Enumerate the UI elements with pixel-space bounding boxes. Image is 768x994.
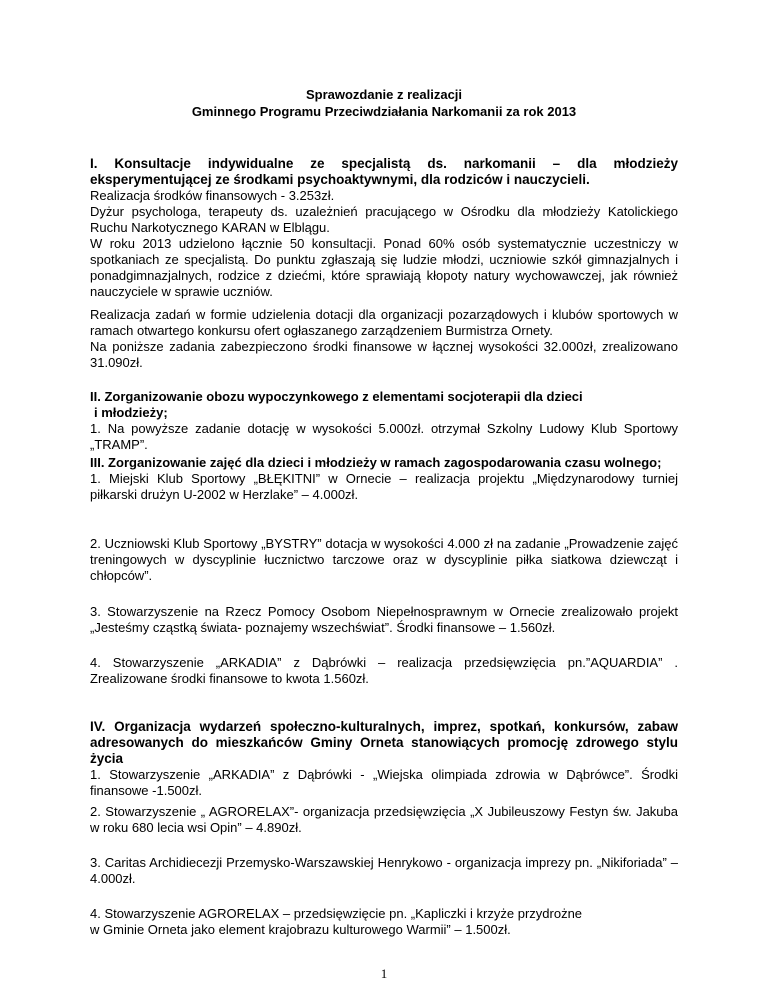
section-4-item-3-block [90,855,678,887]
title-line-2: Gminnego Programu Przeciwdziałania Narkomanii za rok 2013 [191,104,577,119]
section-4-item-2: 2. Stowarzyszenie „ AGRORELAX”- organizacja przedsięwzięcia „X Jubileuszowy Festyn św. Jakuba w roku 680 lecia wsi Opin” – 4.890zł. [90,804,678,835]
grants-paragraph-2: Na poniższe zadania zabezpieczono środki finansowe w łącznej wysokości 32.000zł, zrealizowano 31.090zł. [90,339,678,370]
title-line-1: Sprawozdanie z realizacji [305,87,463,102]
section-3-item-3-block [90,604,678,636]
section-4-heading: IV. Organizacja wydarzeń społeczno-kulturalnych, imprez, spotkań, konkursów, zabaw adresowanych do mieszkańców Gminy Orneta stanowiących promocję zdrowego stylu życia [90,719,678,766]
section-3-item-4: 4. Stowarzyszenie „ARKADIA” z Dąbrówki – realizacja przedsięwzięcia pn.”AQUARDIA” . Zrealizowane środki finansowe to kwota 1.560zł. [90,655,678,686]
section-4 [90,719,678,799]
section-4-item-1: 1. Stowarzyszenie „ARKADIA” z Dąbrówki - „Wiejska olimpiada zdrowia w Dąbrówce”. Środki finansowe -1.500zł. [90,767,678,798]
section-3 [90,455,678,503]
section-3-item-2-block [90,536,678,584]
section-1-duty: Dyżur psychologa, terapeuty ds. uzależnień pracującego w Ośrodku dla młodzieży Katolickiego Ruchu Narkotycznego KARAN w Elblągu. [90,204,678,235]
section-2-item-1: 1. Na powyższe zadanie dotację w wysokości 5.000zł. otrzymał Szkolny Ludowy Klub Sportowy „TRAMP”. [90,421,678,452]
section-1 [90,156,678,300]
section-2-heading-line-1: II. Zorganizowanie obozu wypoczynkowego z elementami socjoterapii dla dzieci [90,389,583,404]
section-1-funds: Realizacja środków finansowych - 3.253zł. [90,188,335,203]
grants-paragraph-1: Realizacja zadań w formie udzielenia dotacji dla organizacji pozarządowych i klubów sportowych w ramach otwartego konkursu ofert ogłaszanego zarządzeniem Burmistrza Ornety. [90,307,678,338]
section-3-heading: III. Zorganizowanie zajęć dla dzieci i młodzieży w ramach zagospodarowania czasu wolnego; [90,455,662,470]
section-3-item-4-block [90,655,678,687]
section-3-item-2: 2. Uczniowski Klub Sportowy „BYSTRY” dotacja w wysokości 4.000 zł na zadanie „Prowadzenie zajęć treningowych w dyscyplinie łucznictwo tarczowe oraz w dyscyplinie piłka siatkowa dziewcząt i chłopców”. [90,536,678,583]
page-number: 1 [380,966,388,981]
section-3-item-3: 3. Stowarzyszenie na Rzecz Pomocy Osobom Niepełnosprawnym w Ornecie zrealizowało projekt „Jesteśmy cząstką świata- poznajemy wszechświat”. Środki finansowe – 1.560zł. [90,604,678,635]
grants-intro [90,307,678,371]
section-1-consultations: W roku 2013 udzielono łącznie 50 konsultacji. Ponad 60% osób systematycznie uczestniczy w spotkaniach ze specjalistą. Do punktu zgłaszają się ludzie młodzi, uczniowie szkół gimnazjalnych i ponadgimnazjalnych, rodzice z dziećmi, które sprawiają kłopoty natury wychowawczej, jak również nauczyciele w sprawie uczniów. [90,236,678,299]
document-title [90,86,678,120]
section-3-item-1: 1. Miejski Klub Sportowy „BŁĘKITNI” w Ornecie – realizacja projektu „Międzynarodowy turniej piłkarski drużyn U-2002 w Herzlake” – 4.000zł. [90,471,678,502]
section-1-heading: I. Konsultacje indywidualne ze specjalistą ds. narkomanii – dla młodzieży eksperymentującej ze środkami psychoaktywnymi, dla rodziców i nauczycieli. [90,156,678,187]
section-2-heading-line-2: i młodzieży; [94,405,168,420]
section-4-item-4-line-1: 4. Stowarzyszenie AGRORELAX – przedsięwzięcie pn. „Kapliczki i krzyże przydrożne [90,906,583,921]
section-4-item-4-line-2: w Gminie Orneta jako element krajobrazu kulturowego Warmii” – 1.500zł. [90,922,511,937]
section-4-item-2-block [90,804,678,836]
section-4-item-4-block [90,906,678,938]
section-4-item-3: 3. Caritas Archidiecezji Przemysko-Warszawskiej Henrykowo - organizacja imprezy pn. „Nikiforiada” – 4.000zł. [90,855,678,886]
section-2 [90,389,678,453]
